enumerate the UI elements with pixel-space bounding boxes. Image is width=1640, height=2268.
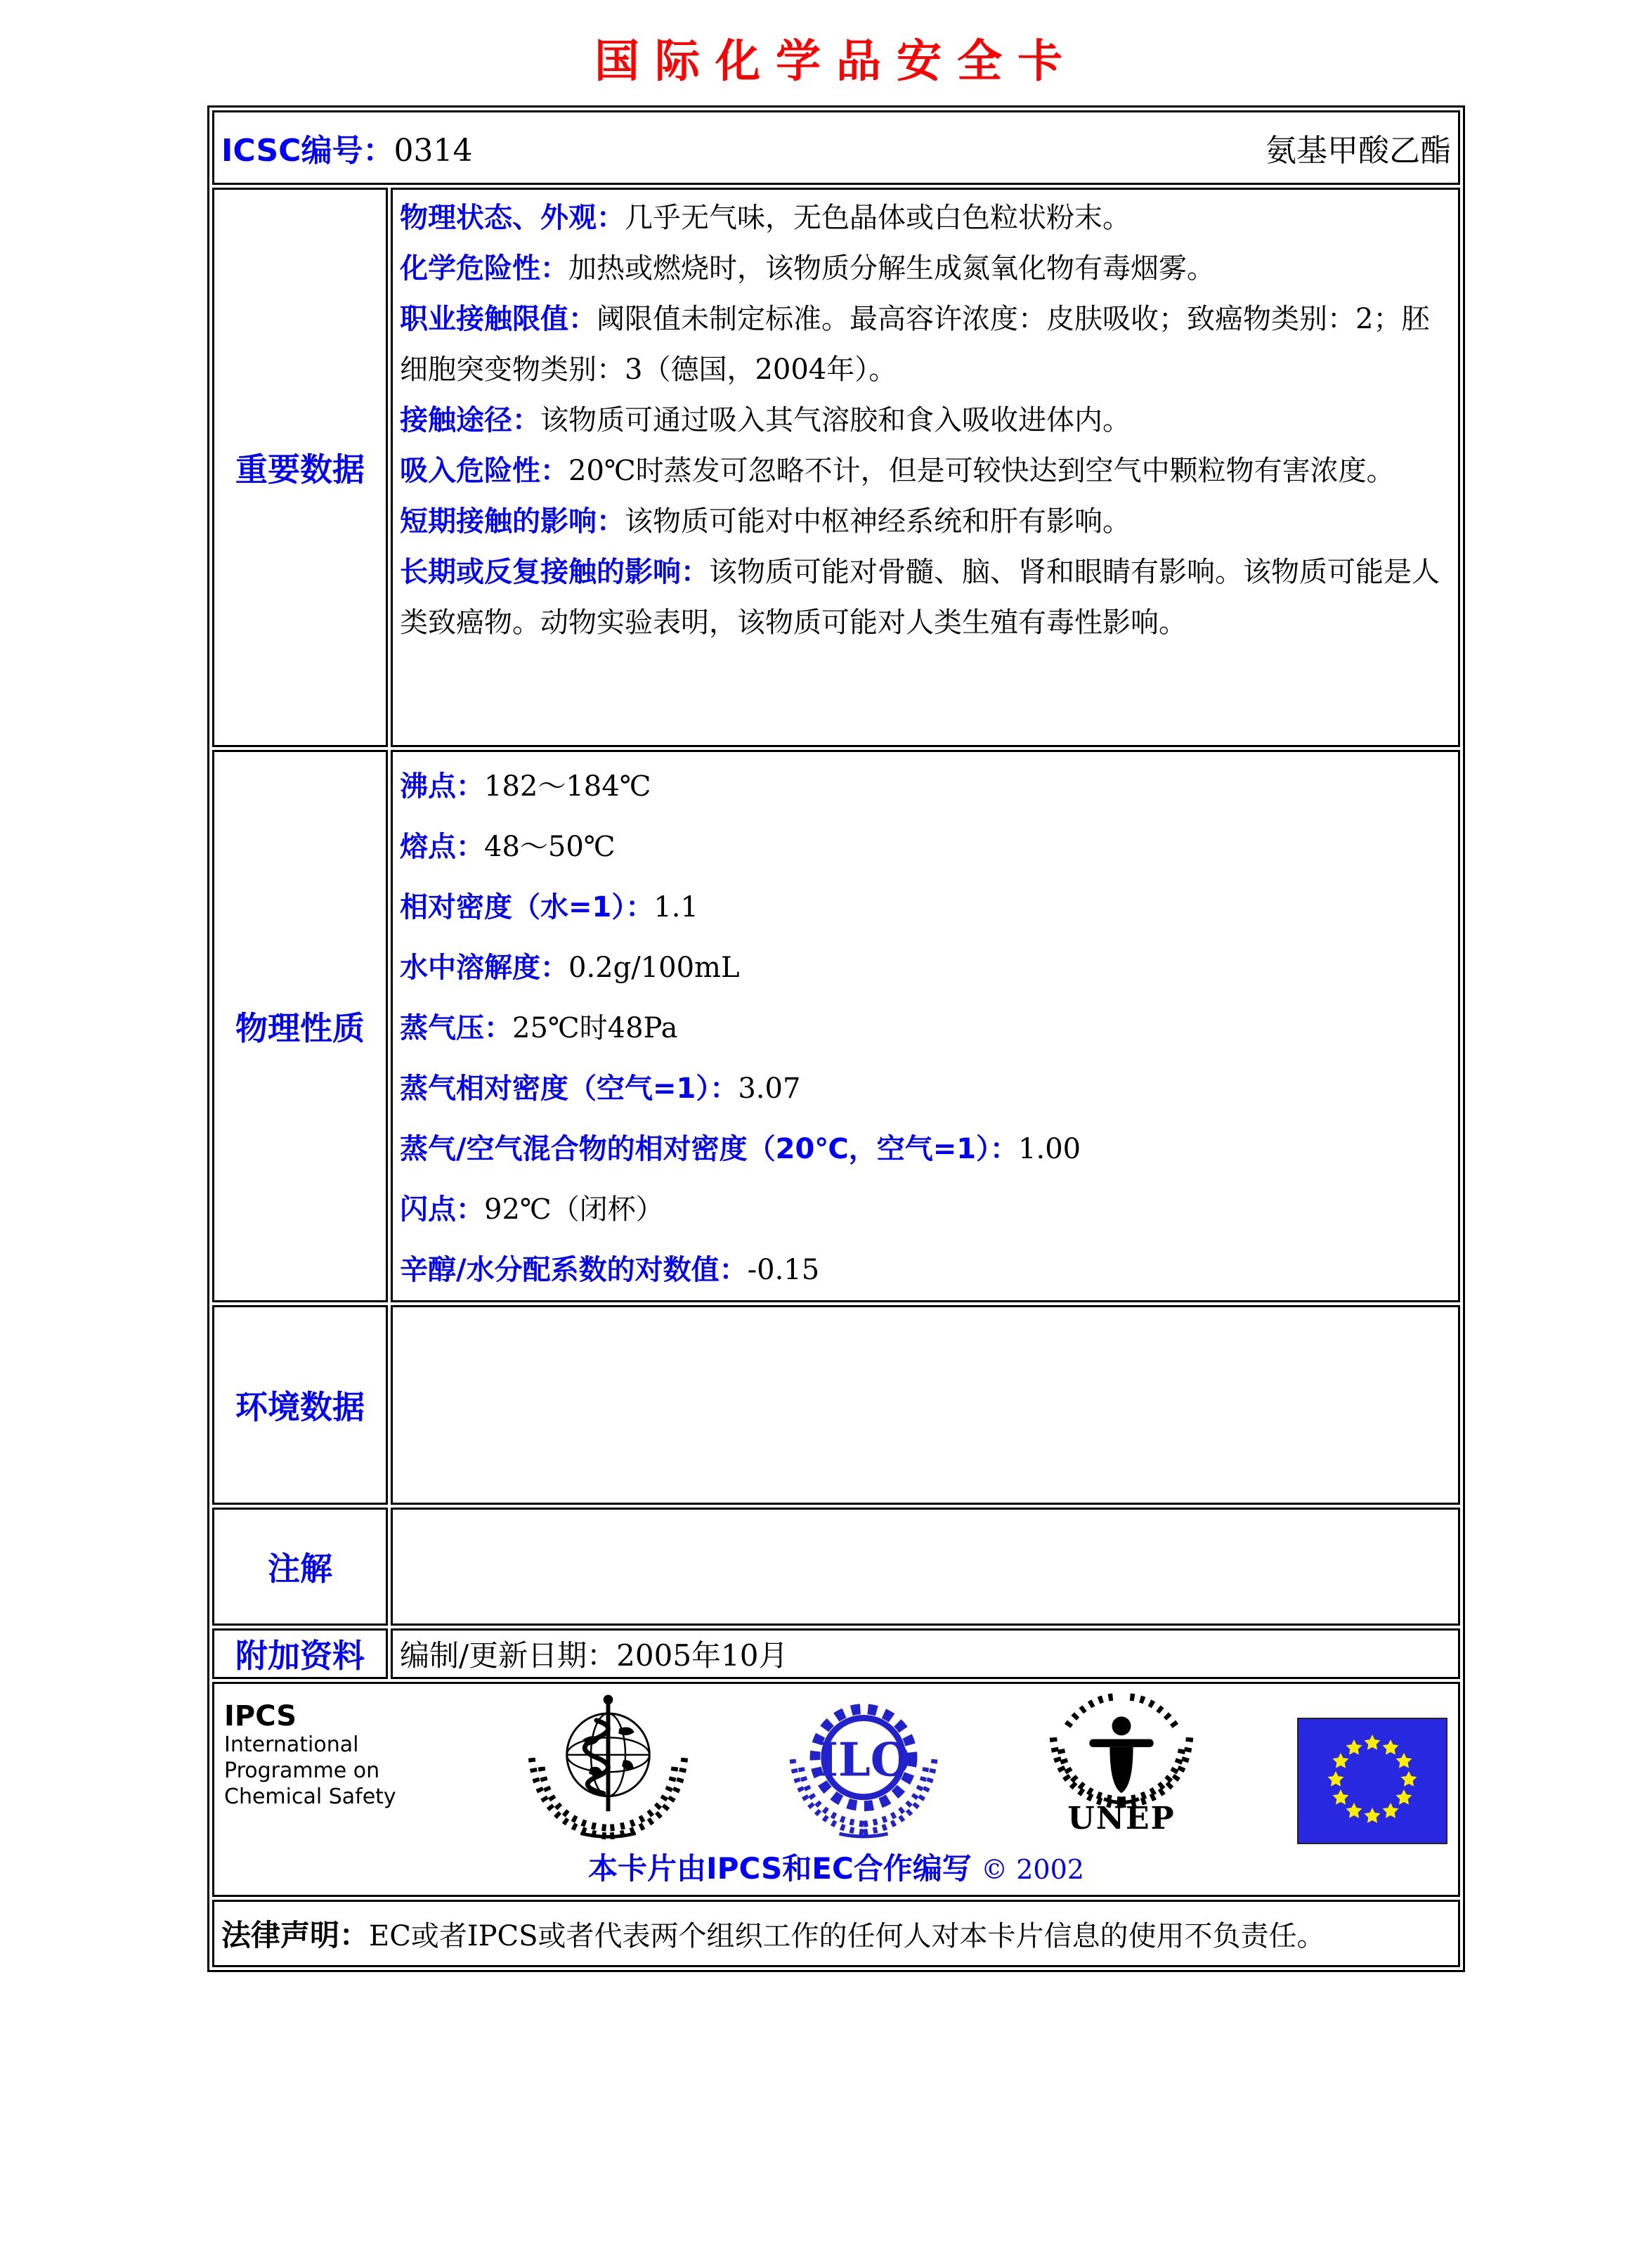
legal-row [212,1900,1460,1967]
environmental-data-content [391,1305,1460,1505]
legal-text: EC或者IPCS或者代表两个组织工作的任何人对本卡片信息的使用不负责任。 [369,1920,1325,1952]
chemical-name: 氨基甲酸乙酯 [1265,133,1451,169]
physical-property-item [400,877,1451,938]
physical-property-item [400,817,1451,877]
field-value: 加热或燃烧时，该物质分解生成氮氧化物有毒烟雾。 [568,252,1215,285]
field-value: 几乎无气味，无色晶体或白色粒状粉末。 [625,202,1131,234]
field-label: 接触途径： [400,404,540,436]
eu-flag [1296,1691,1448,1844]
eu-flag-icon [1296,1718,1448,1844]
important-data-item [400,243,1451,294]
additional-info-content: 编制/更新日期：2005年10月 [391,1628,1460,1679]
field-label: 职业接触限值： [400,303,597,335]
important-data-item [400,496,1451,547]
field-label: 吸入危险性： [400,455,568,487]
notes-content [391,1508,1460,1626]
field-label: 蒸气/空气混合物的相对密度（20℃，空气=1）： [400,1133,1019,1165]
ilo-emblem-icon [781,1691,946,1840]
important-data-item [400,446,1451,496]
field-value: 92℃（闭杯） [484,1193,664,1226]
field-value: 0.2g/100mL [568,952,740,984]
important-data-content [391,188,1460,747]
field-label: 沸点： [400,770,484,803]
field-value: 20℃时蒸发可忽略不计，但是可较快达到空气中颗粒物有害浓度。 [568,455,1395,487]
unep-wordmark: UNEP [1067,1801,1176,1836]
field-value: 该物质可能对中枢神经系统和肝有影响。 [625,505,1131,538]
ilo-logo [781,1691,946,1840]
row-label-important-data: 重要数据 [212,188,388,747]
row-label-additional-info: 附加资料 [212,1628,388,1679]
important-data-item [400,395,1451,446]
important-data-item [400,294,1451,395]
credit-text: 本卡片由IPCS和EC合作编写 [588,1851,972,1886]
field-label: 熔点： [400,831,484,863]
field-value: 25℃时48Pa [512,1012,678,1044]
unep-logo [1034,1691,1209,1834]
field-label: 闪点： [400,1193,484,1226]
field-value: 3.07 [738,1073,801,1105]
field-label: 长期或反复接触的影响： [400,556,709,588]
ipcs-text-block [224,1691,435,1810]
physical-properties-content [391,750,1460,1302]
field-label: 短期接触的影响： [400,505,625,538]
credit-year: © 2002 [981,1854,1084,1885]
physical-property-item [400,938,1451,998]
logos-row [212,1682,1460,1897]
icsc-number-group [221,125,472,170]
ilo-letters: ILO [816,1733,911,1787]
field-label: 化学危险性： [400,252,568,285]
field-label: 水中溶解度： [400,952,568,984]
row-label-environmental-data: 环境数据 [212,1305,388,1505]
important-data-item [400,547,1451,648]
ipcs-name-line: International [224,1732,359,1757]
important-data-item [400,193,1451,243]
unep-emblem-icon [1034,1691,1209,1808]
physical-property-item [400,1119,1451,1179]
icsc-number-value: 0314 [393,133,473,169]
field-value: -0.15 [747,1254,820,1286]
physical-property-item [400,1058,1451,1119]
physical-property-item [400,998,1451,1058]
field-value: 该物质可通过吸入其气溶胶和食入吸收进体内。 [540,404,1131,436]
ipcs-name-line: Chemical Safety [224,1784,396,1809]
ipcs-name-line: Programme on [224,1758,380,1783]
field-label: 物理状态、外观： [400,202,625,234]
who-emblem-icon [522,1691,694,1840]
field-value: 1.00 [1018,1133,1081,1165]
legal-label: 法律声明： [221,1918,370,1952]
physical-property-item [400,1179,1451,1240]
field-label: 蒸气相对密度（空气=1）： [400,1073,738,1105]
physical-property-item [400,756,1451,817]
field-label: 相对密度（水=1）： [400,891,654,924]
field-value: 该物质可能对骨髓、脑、肾和眼睛有影响。该物质可能是人类致癌物。动物实验表明，该物质可能对人类生殖有毒性影响。 [400,556,1440,639]
field-value: 48～50℃ [484,831,616,863]
safety-card-table [207,105,1465,1972]
field-value: 阈限值未制定标准。最高容许浓度：皮肤吸收；致癌物类别：2；胚细胞突变物类别：3（德国，2004年）。 [400,303,1430,386]
who-logo [522,1691,694,1840]
icsc-card-page [0,25,1640,2268]
row-label-notes: 注解 [212,1508,388,1626]
credit-line [224,1846,1448,1888]
ipcs-acronym: IPCS [224,1700,297,1732]
field-label: 辛醇/水分配系数的对数值： [400,1254,748,1286]
physical-property-item [400,1240,1451,1300]
field-value: 1.1 [653,891,698,924]
card-header-row [212,110,1460,185]
row-label-physical-properties: 物理性质 [212,750,388,1302]
field-value: 182～184℃ [484,770,651,803]
page-title: 国际化学品安全卡 [594,36,1078,88]
field-label: 蒸气压： [400,1012,512,1044]
icsc-number-label: ICSC编号： [221,133,394,169]
